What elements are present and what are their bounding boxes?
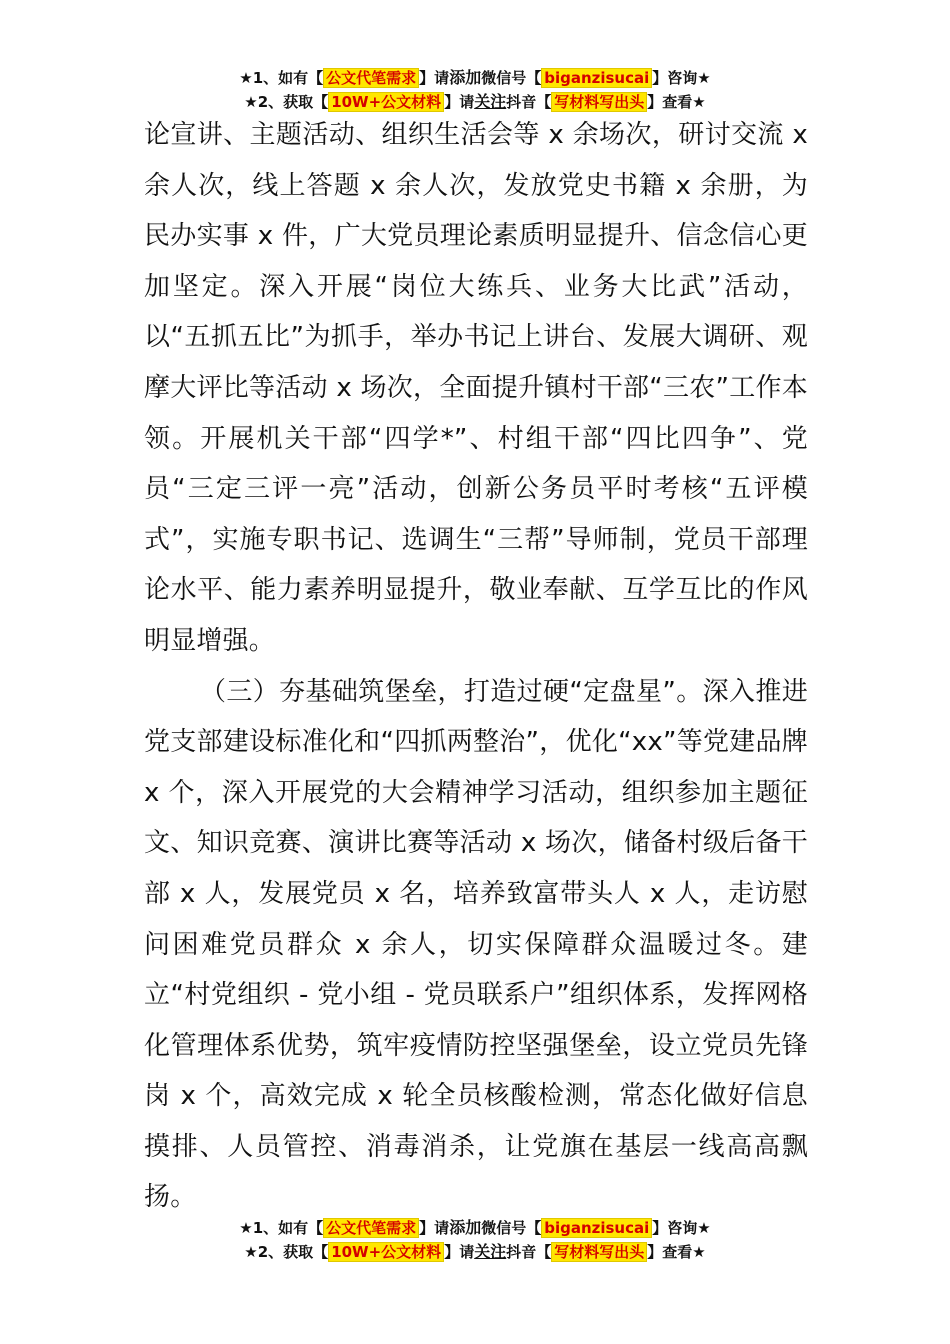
highlight-wechat-id: biganzisucai [541, 68, 652, 88]
banner-text: 】查看★ [647, 1243, 706, 1261]
banner-text: 】咨询★ [652, 1219, 711, 1237]
banner-text: ★1、如有【 [239, 69, 324, 87]
banner-text: 】请 [444, 1243, 475, 1261]
banner-line-1 [0, 1216, 950, 1240]
banner-text: 抖音【 [506, 93, 552, 111]
highlight-service: 公文代笔需求 [323, 68, 419, 88]
banner-text: 】请 [419, 1219, 450, 1237]
banner-emphasis: 关注 [474, 1242, 507, 1261]
banner-emphasis: 添加 [449, 1218, 482, 1237]
paragraph-continued: 论宣讲、主题活动、组织生活会等 x 余场次，研讨交流 x 余人次，线上答题 x 余人次，发放党史书籍 x 余册，为民办实事 x 件，广大党员理论素质明显提升、信念信心更加坚定。深入开展“岗位大练兵、业务大比武”活动，以“五抓五比”为抓手，举办书记上讲台、发展大调研、观摩大评比等活动 x 场次，全面提升镇村干部“三农”工作本领。开展机关干部“四学*”、村组干部“四比四争”、党员“三定三评一亮”活动，创新公务员平时考核“五评模式”，实施专职书记、选调生“三帮”导师制，党员干部理论水平、能力素养明显提升，敬业奉献、互学互比的作风明显增强。 [144, 120, 808, 656]
banner-text: 】查看★ [647, 93, 706, 111]
highlight-douyin-account: 写材料写出头 [551, 1242, 647, 1262]
banner-text: 微信号【 [481, 69, 542, 87]
banner-text: 微信号【 [481, 1219, 542, 1237]
header-banner [0, 66, 950, 114]
banner-text: ★2、获取【 [244, 93, 329, 111]
banner-text: ★2、获取【 [244, 1243, 329, 1261]
footer-banner [0, 1216, 950, 1264]
highlight-wechat-id: biganzisucai [541, 1218, 652, 1238]
highlight-service: 公文代笔需求 [323, 1218, 419, 1238]
paragraph-section-three: （三）夯基础筑堡垒，打造过硬“定盘星”。深入推进党支部建设标准化和“四抓两整治”，优化“xx”等党建品牌 x 个，深入开展党的大会精神学习活动，组织参加主题征文、知识竞赛、演讲比赛等活动 x 场次，储备村级后备干部 x 人，发展党员 x 名，培养致富带头人 x 人，走访慰问困难党员群众 x 余人，切实保障群众温暖过冬。建立“村党组织 - 党小组 - 党员联系户”组织体系，发挥网格化管理体系优势，筑牢疫情防控坚强堡垒，设立党员先锋岗 x 个，高效完成 x 轮全员核酸检测，常态化做好信息摸排、人员管控、消毒消杀，让党旗在基层一线高高飘扬。 [144, 676, 808, 1213]
banner-text: 】请 [419, 69, 450, 87]
banner-text: ★1、如有【 [239, 1219, 324, 1237]
highlight-materials: 10W+公文材料 [328, 1242, 444, 1262]
banner-line-2 [0, 1240, 950, 1264]
banner-text: 】咨询★ [652, 69, 711, 87]
banner-emphasis: 添加 [449, 68, 482, 87]
highlight-materials: 10W+公文材料 [328, 92, 444, 112]
banner-line-1 [0, 66, 950, 90]
banner-text: 抖音【 [506, 1243, 552, 1261]
document-body [144, 110, 808, 1223]
highlight-douyin-account: 写材料写出头 [551, 92, 647, 112]
banner-emphasis: 关注 [474, 92, 507, 111]
banner-text: 】请 [444, 93, 475, 111]
